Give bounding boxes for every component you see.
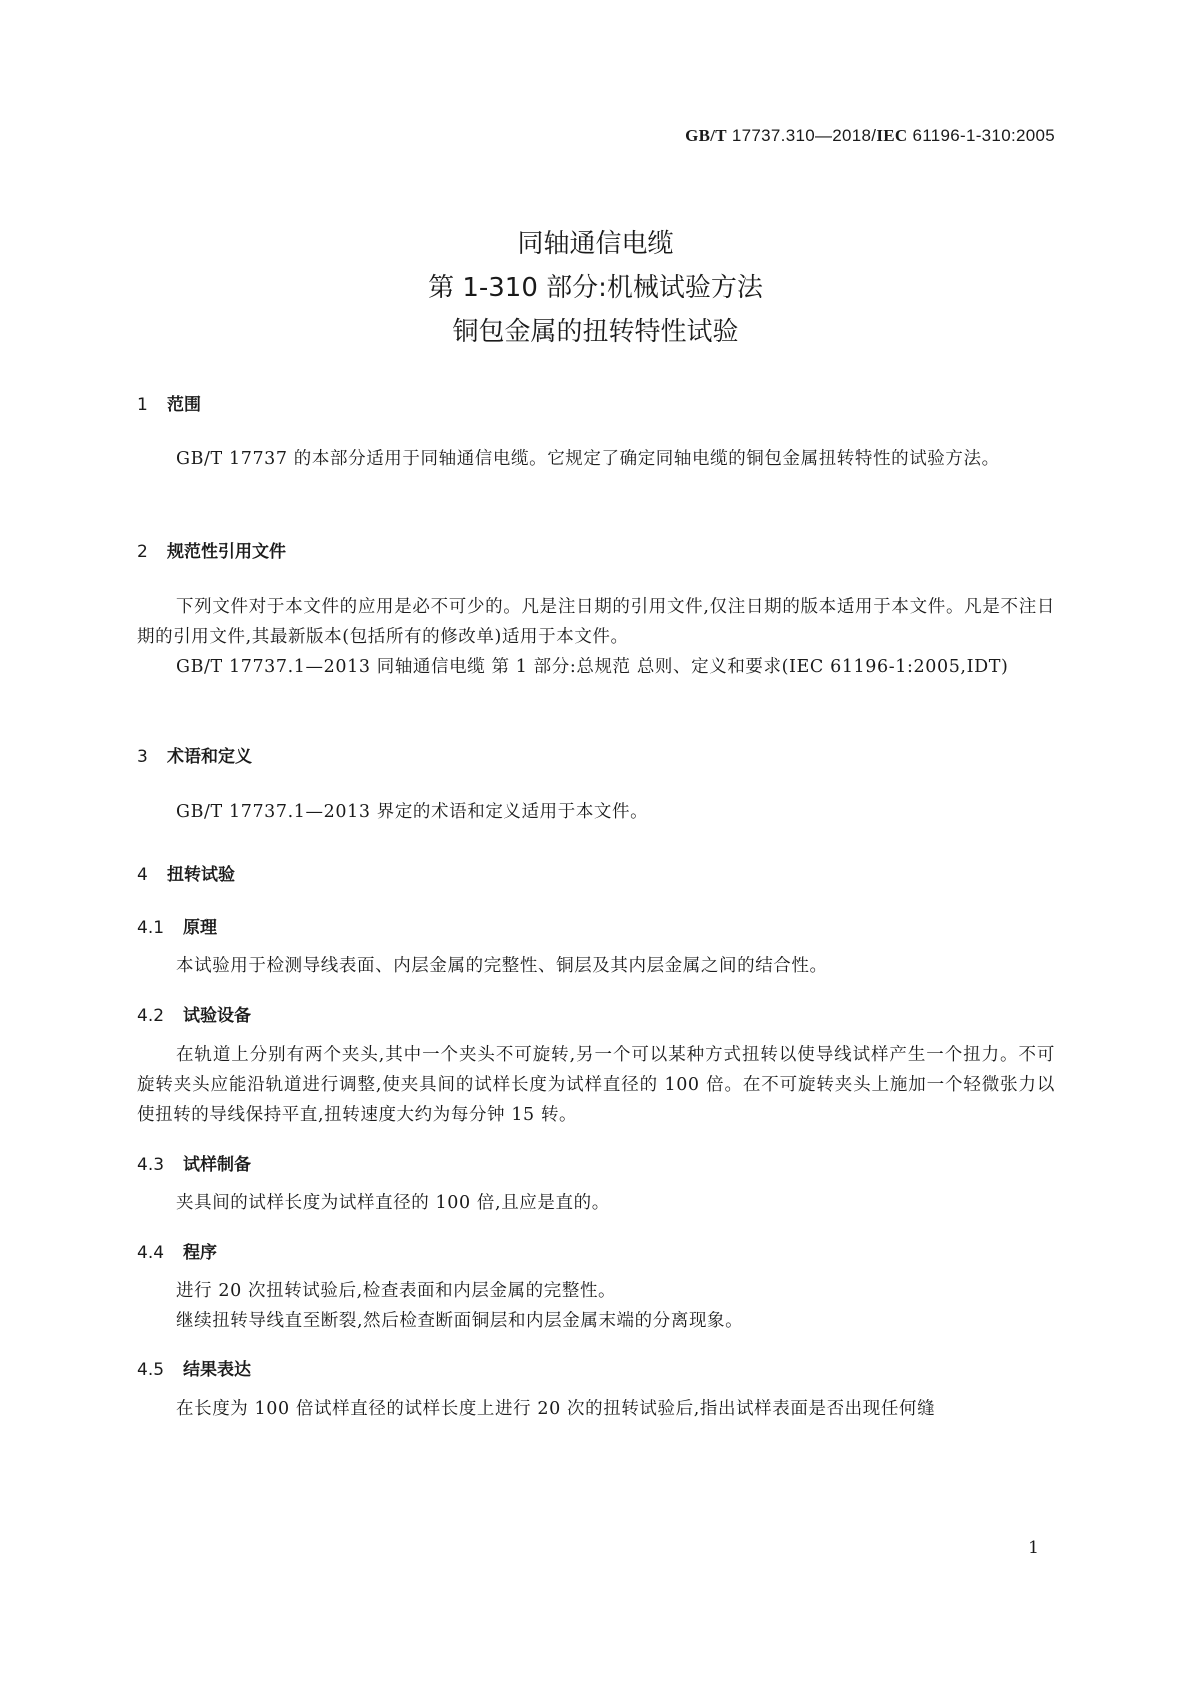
section-1-paragraph-1: GB/T 17737 的本部分适用于同轴通信电缆。它规定了确定同轴电缆的铜包金属扭转特性的试验方法。: [176, 449, 1000, 469]
iec-number: 61196-1-310:2005: [907, 126, 1055, 145]
section-1-heading: [137, 390, 201, 415]
title-line-1: 同轴通信电缆: [517, 229, 674, 259]
section-4-4-paragraph-1: 进行 20 次扭转试验后,检查表面和内层金属的完整性。: [176, 1281, 617, 1301]
section-4-3-heading: [137, 1150, 251, 1175]
title-line-3: 铜包金属的扭转特性试验: [452, 317, 739, 347]
section-number: 4.2: [137, 1006, 165, 1026]
section-4-2-heading: [137, 1001, 251, 1026]
section-2-heading: [137, 537, 286, 562]
section-number: 4.1: [137, 918, 165, 938]
section-4-1-heading: [137, 913, 217, 938]
section-4-3-paragraph-1: 夹具间的试样长度为试样直径的 100 倍,且应是直的。: [176, 1193, 610, 1213]
section-title: 扭转试验: [167, 865, 235, 885]
section-3-paragraph-1: GB/T 17737.1—2013 界定的术语和定义适用于本文件。: [176, 802, 649, 822]
section-number: 3: [137, 747, 148, 767]
section-title: 试样制备: [183, 1155, 251, 1175]
section-4-4-heading: [137, 1238, 217, 1263]
section-number: 4.4: [137, 1243, 165, 1263]
document-title: [0, 222, 1191, 354]
section-number: 4.3: [137, 1155, 165, 1175]
section-number: 4: [137, 865, 148, 885]
standard-number: 17737.310—2018/: [726, 126, 877, 145]
section-4-2-paragraph-1: 在轨道上分别有两个夹头,其中一个夹头不可旋转,另一个可以某种方式扭转以使导线试样产生一个扭力。不可旋转夹头应能沿轨道进行调整,使夹具间的试样长度为试样直径的 100 倍。在不可旋转夹头上施加一个轻微张力以使扭转的导线保持平直,扭转速度大约为每分钟 15 转。: [137, 1045, 1055, 1125]
standard-prefix: GB/T: [685, 126, 727, 145]
section-4-4-paragraph-2: 继续扭转导线直至断裂,然后检查断面铜层和内层金属末端的分离现象。: [176, 1311, 744, 1331]
section-4-heading: [137, 860, 235, 885]
section-number: 2: [137, 542, 148, 562]
section-number: 1: [137, 395, 148, 415]
title-line-2: 第 1-310 部分:机械试验方法: [428, 273, 763, 303]
section-title: 结果表达: [183, 1360, 251, 1380]
iec-prefix: IEC: [876, 126, 908, 145]
section-4-1-paragraph-1: 本试验用于检测导线表面、内层金属的完整性、铜层及其内层金属之间的结合性。: [176, 956, 828, 976]
section-4-5-paragraph-1: 在长度为 100 倍试样直径的试样长度上进行 20 次的扭转试验后,指出试样表面是否出现任何缝: [176, 1399, 936, 1419]
section-title: 术语和定义: [167, 747, 252, 767]
standard-header: [685, 126, 1055, 146]
section-title: 试验设备: [183, 1006, 251, 1026]
section-2-paragraph-1: 下列文件对于本文件的应用是必不可少的。凡是注日期的引用文件,仅注日期的版本适用于本文件。凡是不注日期的引用文件,其最新版本(包括所有的修改单)适用于本文件。: [137, 597, 1055, 647]
section-4-5-heading: [137, 1355, 251, 1380]
section-title: 原理: [183, 918, 217, 938]
section-title: 范围: [167, 395, 201, 415]
page-number: 1: [1028, 1538, 1039, 1558]
section-3-heading: [137, 742, 252, 767]
section-title: 程序: [183, 1243, 217, 1263]
section-2-reference: GB/T 17737.1—2013 同轴通信电缆 第 1 部分:总规范 总则、定义和要求(IEC 61196-1:2005,IDT): [176, 657, 1009, 677]
section-title: 规范性引用文件: [167, 542, 286, 562]
section-number: 4.5: [137, 1360, 165, 1380]
